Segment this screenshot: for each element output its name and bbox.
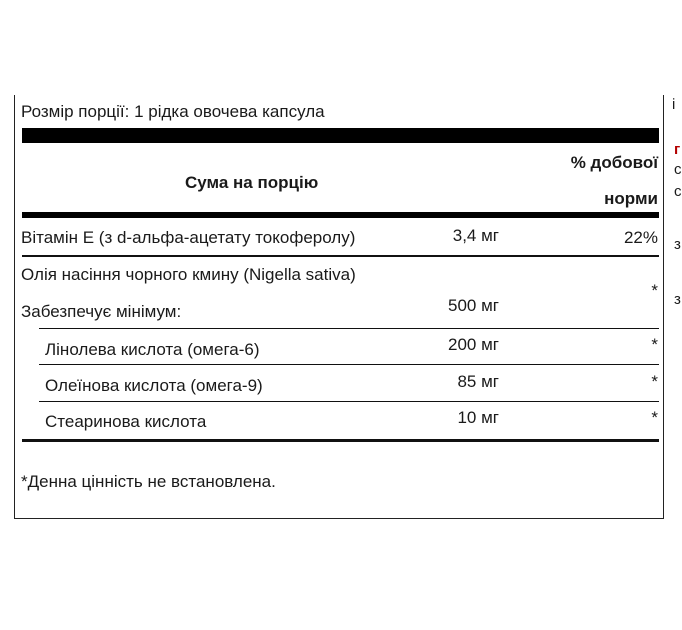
row-divider [39, 401, 659, 402]
sub-ingredient-name: Олеїнова кислота (омега-9) [45, 376, 263, 395]
serving-size-text: Розмір порції: 1 рідка овочева капсула [21, 102, 325, 121]
medium-divider [22, 212, 659, 218]
supplement-facts-panel [14, 95, 664, 519]
row-divider [39, 364, 659, 365]
edge-fragment: з [674, 236, 681, 253]
row-divider [22, 255, 659, 257]
ingredient-daily-value: * [651, 281, 658, 300]
sub-ingredient-amount: 10 мг [457, 408, 499, 427]
sub-ingredient-daily-value: * [651, 335, 658, 354]
nutrient-daily-value: 22% [623, 228, 658, 247]
nutrient-name: Вітамін Е (з d-альфа-ацетату токоферолу) [21, 228, 356, 247]
edge-fragment: с [674, 183, 682, 200]
footnote: *Денна цінність не встановлена. [21, 472, 276, 491]
ingredient-amount: 500 мг [448, 296, 499, 315]
sub-ingredient-daily-value: * [651, 372, 658, 391]
thick-divider [22, 128, 659, 143]
sub-ingredient-amount: 85 мг [457, 372, 499, 391]
amount-per-serving-header: Сума на порцію [185, 173, 319, 192]
sub-ingredient-name: Стеаринова кислота [45, 412, 207, 431]
sub-ingredient-name: Лінолева кислота (омега-6) [45, 340, 260, 359]
ingredient-name: Олія насіння чорного кмину (Nigella sativa) [21, 265, 356, 284]
edge-fragment: г [674, 141, 681, 158]
edge-fragment: і [672, 96, 676, 113]
sub-ingredient-amount: 200 мг [448, 335, 499, 354]
row-divider [39, 328, 659, 329]
edge-fragment: з [674, 291, 681, 308]
edge-fragment: с [674, 161, 682, 178]
nutrient-amount: 3,4 мг [452, 226, 499, 245]
sub-ingredient-daily-value: * [651, 408, 658, 427]
provides-minimum-label: Забезпечує мінімум: [21, 302, 182, 321]
daily-value-header-line2: норми [604, 189, 658, 208]
daily-value-header-line1: % добової [570, 153, 658, 172]
bottom-divider [22, 439, 659, 442]
